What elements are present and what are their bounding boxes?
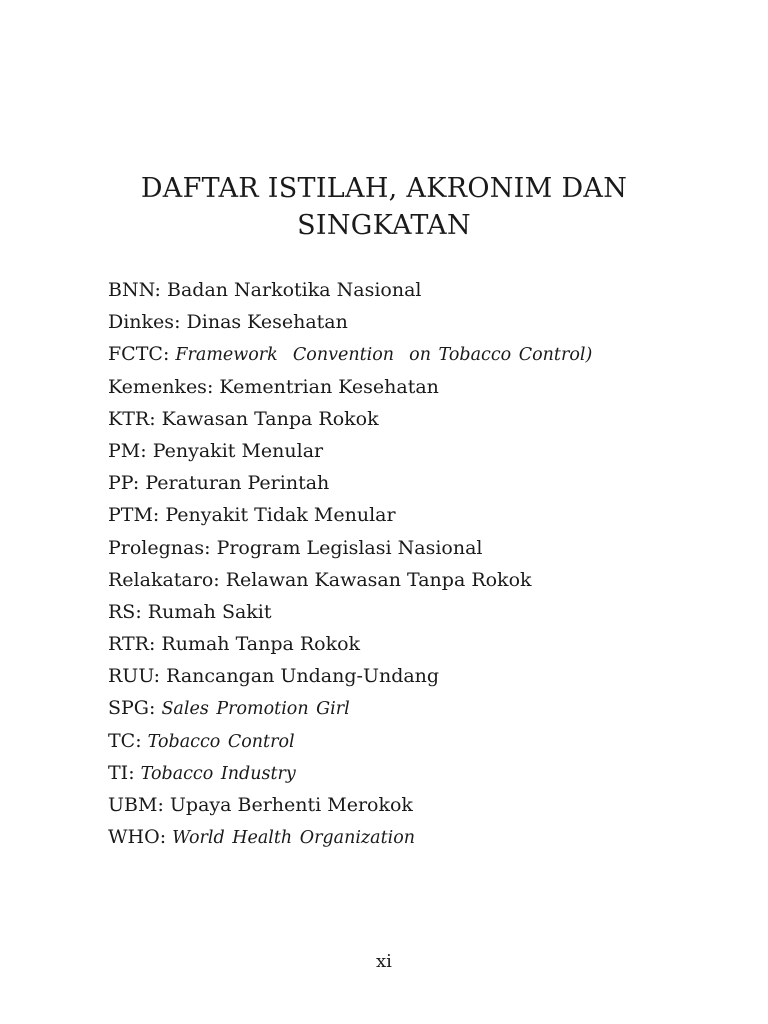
glossary-separator: : — [174, 311, 187, 334]
glossary-expansion: Framework Convention on Tobacco Control) — [175, 345, 593, 366]
glossary-entry — [108, 467, 728, 499]
glossary-expansion: Program Legislasi Nasional — [216, 536, 483, 559]
glossary-separator: : — [157, 794, 170, 816]
page-title-line-1: DAFTAR ISTILAH, AKRONIM DAN — [140, 173, 628, 204]
glossary-expansion: Sales Promotion Girl — [161, 699, 350, 720]
glossary-entry — [108, 338, 728, 370]
glossary-separator: : — [148, 697, 162, 720]
glossary-abbreviation: TI — [108, 761, 129, 784]
glossary-expansion: Rumah Sakit — [147, 600, 272, 623]
glossary-entry — [108, 274, 728, 306]
glossary-separator: : — [213, 568, 226, 591]
glossary-expansion: Badan Narkotika Nasional — [167, 279, 422, 301]
glossary-entry — [108, 371, 728, 403]
glossary-entry — [108, 725, 728, 757]
glossary-separator: : — [135, 600, 148, 623]
glossary-abbreviation: UBM — [108, 794, 158, 816]
glossary-entry — [108, 821, 728, 853]
glossary-list — [108, 274, 728, 853]
glossary-separator: : — [159, 826, 173, 849]
glossary-separator: : — [154, 279, 167, 301]
glossary-abbreviation: TC — [108, 729, 136, 752]
glossary-abbreviation: PP — [108, 472, 133, 495]
glossary-expansion: Dinas Kesehatan — [186, 311, 348, 334]
glossary-expansion: Peraturan Perintah — [145, 472, 330, 495]
glossary-expansion: Upaya Berhenti Merokok — [169, 794, 413, 816]
glossary-entry — [108, 435, 728, 467]
page-title-line-2: SINGKATAN — [297, 210, 471, 241]
glossary-abbreviation: Prolegnas — [108, 536, 205, 559]
glossary-expansion: World Health Organization — [172, 828, 416, 849]
glossary-separator: : — [162, 343, 176, 366]
glossary-abbreviation: WHO — [108, 826, 160, 849]
glossary-expansion: Penyakit Menular — [152, 439, 324, 462]
glossary-abbreviation: SPG — [108, 697, 149, 720]
glossary-expansion: Rancangan Undang-Undang — [166, 665, 440, 688]
glossary-entry — [108, 757, 728, 789]
glossary-entry — [108, 499, 728, 531]
glossary-separator: : — [140, 439, 153, 462]
glossary-abbreviation: Dinkes — [108, 311, 175, 334]
glossary-entry — [108, 532, 728, 564]
glossary-expansion: Kementrian Kesehatan — [219, 375, 439, 398]
glossary-abbreviation: PM — [108, 439, 141, 462]
glossary-separator: : — [153, 665, 167, 688]
glossary-expansion: Rumah Tanpa Rokok — [161, 633, 361, 656]
glossary-entry — [108, 789, 728, 821]
glossary-abbreviation: PTM — [108, 504, 153, 527]
glossary-entry — [108, 564, 728, 596]
glossary-expansion: Penyakit Tidak Menular — [165, 504, 396, 527]
glossary-separator: : — [135, 729, 148, 752]
glossary-entry — [108, 403, 728, 435]
glossary-abbreviation: KTR — [108, 407, 150, 430]
glossary-entry — [108, 692, 728, 724]
glossary-separator: : — [149, 407, 162, 430]
glossary-separator: : — [132, 472, 146, 495]
glossary-abbreviation: RUU — [108, 665, 154, 688]
glossary-separator: : — [148, 633, 162, 656]
glossary-expansion: Tobacco Control — [147, 731, 295, 752]
glossary-abbreviation: Kemenkes — [108, 375, 207, 398]
glossary-expansion: Tobacco Industry — [140, 763, 296, 784]
glossary-abbreviation: FCTC — [108, 343, 163, 366]
glossary-entry — [108, 628, 728, 660]
glossary-abbreviation: RS — [108, 600, 136, 623]
glossary-expansion: Kawasan Tanpa Rokok — [161, 407, 379, 430]
glossary-entry — [108, 660, 728, 692]
glossary-abbreviation: Relakataro — [108, 568, 214, 591]
glossary-separator: : — [206, 375, 220, 398]
glossary-entry — [108, 596, 728, 628]
page-title — [0, 170, 768, 244]
glossary-separator: : — [204, 536, 217, 559]
glossary-abbreviation: BNN — [108, 279, 155, 301]
glossary-abbreviation: RTR — [108, 633, 149, 656]
glossary-entry — [108, 306, 728, 338]
glossary-separator: : — [152, 504, 166, 527]
page-number: xi — [376, 951, 392, 972]
glossary-expansion: Relawan Kawasan Tanpa Rokok — [225, 568, 532, 591]
glossary-separator: : — [128, 761, 141, 784]
